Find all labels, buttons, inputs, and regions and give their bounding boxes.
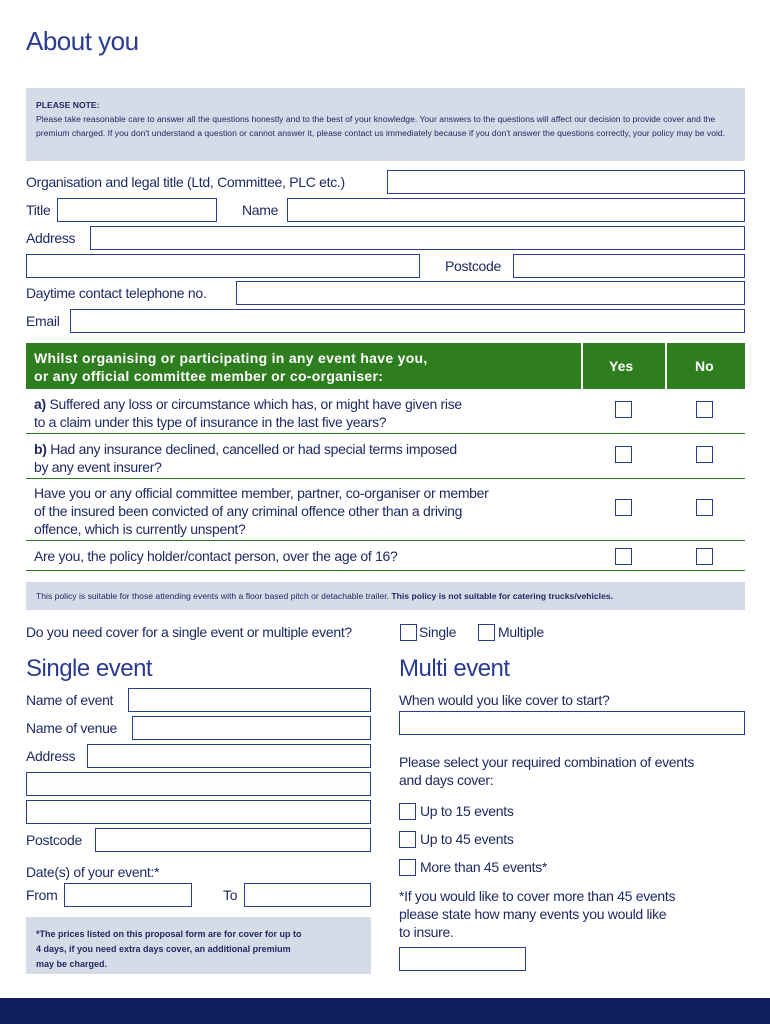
up-to-45-checkbox[interactable]	[399, 831, 416, 848]
suitability-text: This policy is suitable for those attending events with a floor based pitch or detachable trailer.	[36, 591, 390, 601]
title-field[interactable]	[57, 198, 217, 222]
suitability-note	[26, 582, 745, 610]
from-date-field[interactable]	[64, 883, 192, 907]
prices-note-line: may be charged.	[36, 959, 108, 969]
question-c-no-checkbox[interactable]	[696, 499, 713, 516]
address-field-1[interactable]	[90, 226, 745, 250]
question-line: offence, which is currently unspent?	[34, 521, 246, 537]
number-of-events-field[interactable]	[399, 947, 526, 971]
page-title: About you	[26, 26, 139, 56]
address-field-2[interactable]	[26, 254, 420, 278]
single-event-heading: Single event	[26, 655, 153, 682]
cover-start-field[interactable]	[399, 711, 745, 735]
question-d-no-checkbox[interactable]	[696, 548, 713, 565]
event-address-field-2[interactable]	[26, 772, 371, 796]
question-line: to a claim under this type of insurance in the last five years?	[34, 414, 387, 430]
prices-note-line: *The prices listed on this proposal form are for cover for up to	[36, 929, 302, 939]
to-date-field[interactable]	[244, 883, 371, 907]
more-events-line: *If you would like to cover more than 45 events	[399, 888, 676, 904]
up-to-45-label: Up to 45 events	[420, 831, 514, 847]
question-text	[34, 440, 457, 476]
name-of-event-label: Name of event	[26, 692, 114, 708]
note-heading: PLEASE NOTE:	[36, 100, 100, 110]
question-row-d	[26, 541, 745, 571]
multiple-label: Multiple	[498, 624, 544, 640]
single-checkbox[interactable]	[400, 624, 417, 641]
question-line: by any event insurer?	[34, 459, 162, 475]
multiple-checkbox[interactable]	[478, 624, 495, 641]
postcode-field[interactable]	[513, 254, 745, 278]
question-c-yes-checkbox[interactable]	[615, 499, 632, 516]
from-label: From	[26, 887, 58, 903]
more-than-45-label: More than 45 events*	[420, 859, 548, 875]
event-address-field-1[interactable]	[87, 744, 371, 768]
organisation-label: Organisation and legal title (Ltd, Committee, PLC etc.)	[26, 174, 345, 190]
question-text	[34, 395, 462, 431]
question-b-yes-checkbox[interactable]	[615, 446, 632, 463]
header-separator	[581, 343, 583, 389]
more-events-note	[399, 887, 675, 941]
question-row-c	[26, 479, 745, 541]
question-d-yes-checkbox[interactable]	[615, 548, 632, 565]
question-b-no-checkbox[interactable]	[696, 446, 713, 463]
name-of-venue-label: Name of venue	[26, 720, 118, 736]
question-a-no-checkbox[interactable]	[696, 401, 713, 418]
questions-header-line2: or any official committee member or co-organiser:	[34, 368, 384, 384]
name-of-event-field[interactable]	[128, 688, 371, 712]
title-label: Title	[26, 202, 51, 218]
footer-band	[0, 998, 770, 1024]
more-events-line: to insure.	[399, 924, 454, 940]
prices-note	[26, 917, 371, 974]
up-to-15-checkbox[interactable]	[399, 803, 416, 820]
question-line: Had any insurance declined, cancelled or had special terms imposed	[46, 441, 457, 457]
combination-label	[399, 753, 694, 789]
event-dates-label: Date(s) of your event:*	[26, 864, 160, 880]
event-postcode-field[interactable]	[95, 828, 371, 852]
organisation-field[interactable]	[387, 170, 745, 194]
cover-type-question: Do you need cover for a single event or multiple event?	[26, 624, 352, 640]
to-label: To	[223, 887, 238, 903]
header-separator	[665, 343, 667, 389]
event-postcode-label: Postcode	[26, 832, 82, 848]
prices-note-line: 4 days, if you need extra days cover, an additional premium	[36, 944, 291, 954]
event-address-label: Address	[26, 748, 76, 764]
event-address-field-3[interactable]	[26, 800, 371, 824]
single-label: Single	[419, 624, 457, 640]
question-line: of the insured been convicted of any criminal offence other than a driving	[34, 503, 463, 519]
combination-line: and days cover:	[399, 772, 494, 788]
up-to-15-label: Up to 15 events	[420, 803, 514, 819]
combination-line: Please select your required combination of events	[399, 754, 695, 770]
question-prefix: b)	[34, 441, 47, 457]
question-line: Have you or any official committee member, partner, co-organiser or member	[34, 485, 489, 501]
yes-column-label: Yes	[609, 358, 634, 374]
note-body: Please take reasonable care to answer all the questions honestly and to the best of your knowledge. Your answers to the questions will affect our decision to provide cover and the premium charged. If you don't understand a question or cannot answer it, please contact us immediately because if you don't answer the questions correctly, your policy may be void.	[36, 114, 726, 138]
name-of-venue-field[interactable]	[132, 716, 371, 740]
questions-header-line1: Whilst organising or participating in any event have you,	[34, 350, 428, 366]
question-text: Are you, the policy holder/contact person, over the age of 16?	[34, 548, 398, 564]
cover-start-label: When would you like cover to start?	[399, 692, 610, 708]
telephone-label: Daytime contact telephone no.	[26, 285, 207, 301]
please-note-box	[26, 88, 745, 161]
multi-event-heading: Multi event	[399, 655, 510, 682]
suitability-bold-text: This policy is not suitable for catering trucks/vehicles.	[391, 591, 614, 601]
more-than-45-checkbox[interactable]	[399, 859, 416, 876]
questions-header-text	[34, 349, 428, 385]
email-field[interactable]	[70, 309, 745, 333]
address-label: Address	[26, 230, 76, 246]
questions-header	[26, 343, 745, 389]
question-row-a	[26, 389, 745, 434]
postcode-label: Postcode	[445, 258, 501, 274]
question-line: Suffered any loss or circumstance which has, or might have given rise	[45, 396, 462, 412]
question-a-yes-checkbox[interactable]	[615, 401, 632, 418]
telephone-field[interactable]	[236, 281, 745, 305]
name-field[interactable]	[287, 198, 745, 222]
more-events-line: please state how many events you would like	[399, 906, 667, 922]
question-prefix: a)	[34, 396, 46, 412]
question-text	[34, 484, 489, 538]
question-row-b	[26, 434, 745, 479]
name-label: Name	[242, 202, 279, 218]
email-label: Email	[26, 313, 60, 329]
no-column-label: No	[695, 358, 714, 374]
